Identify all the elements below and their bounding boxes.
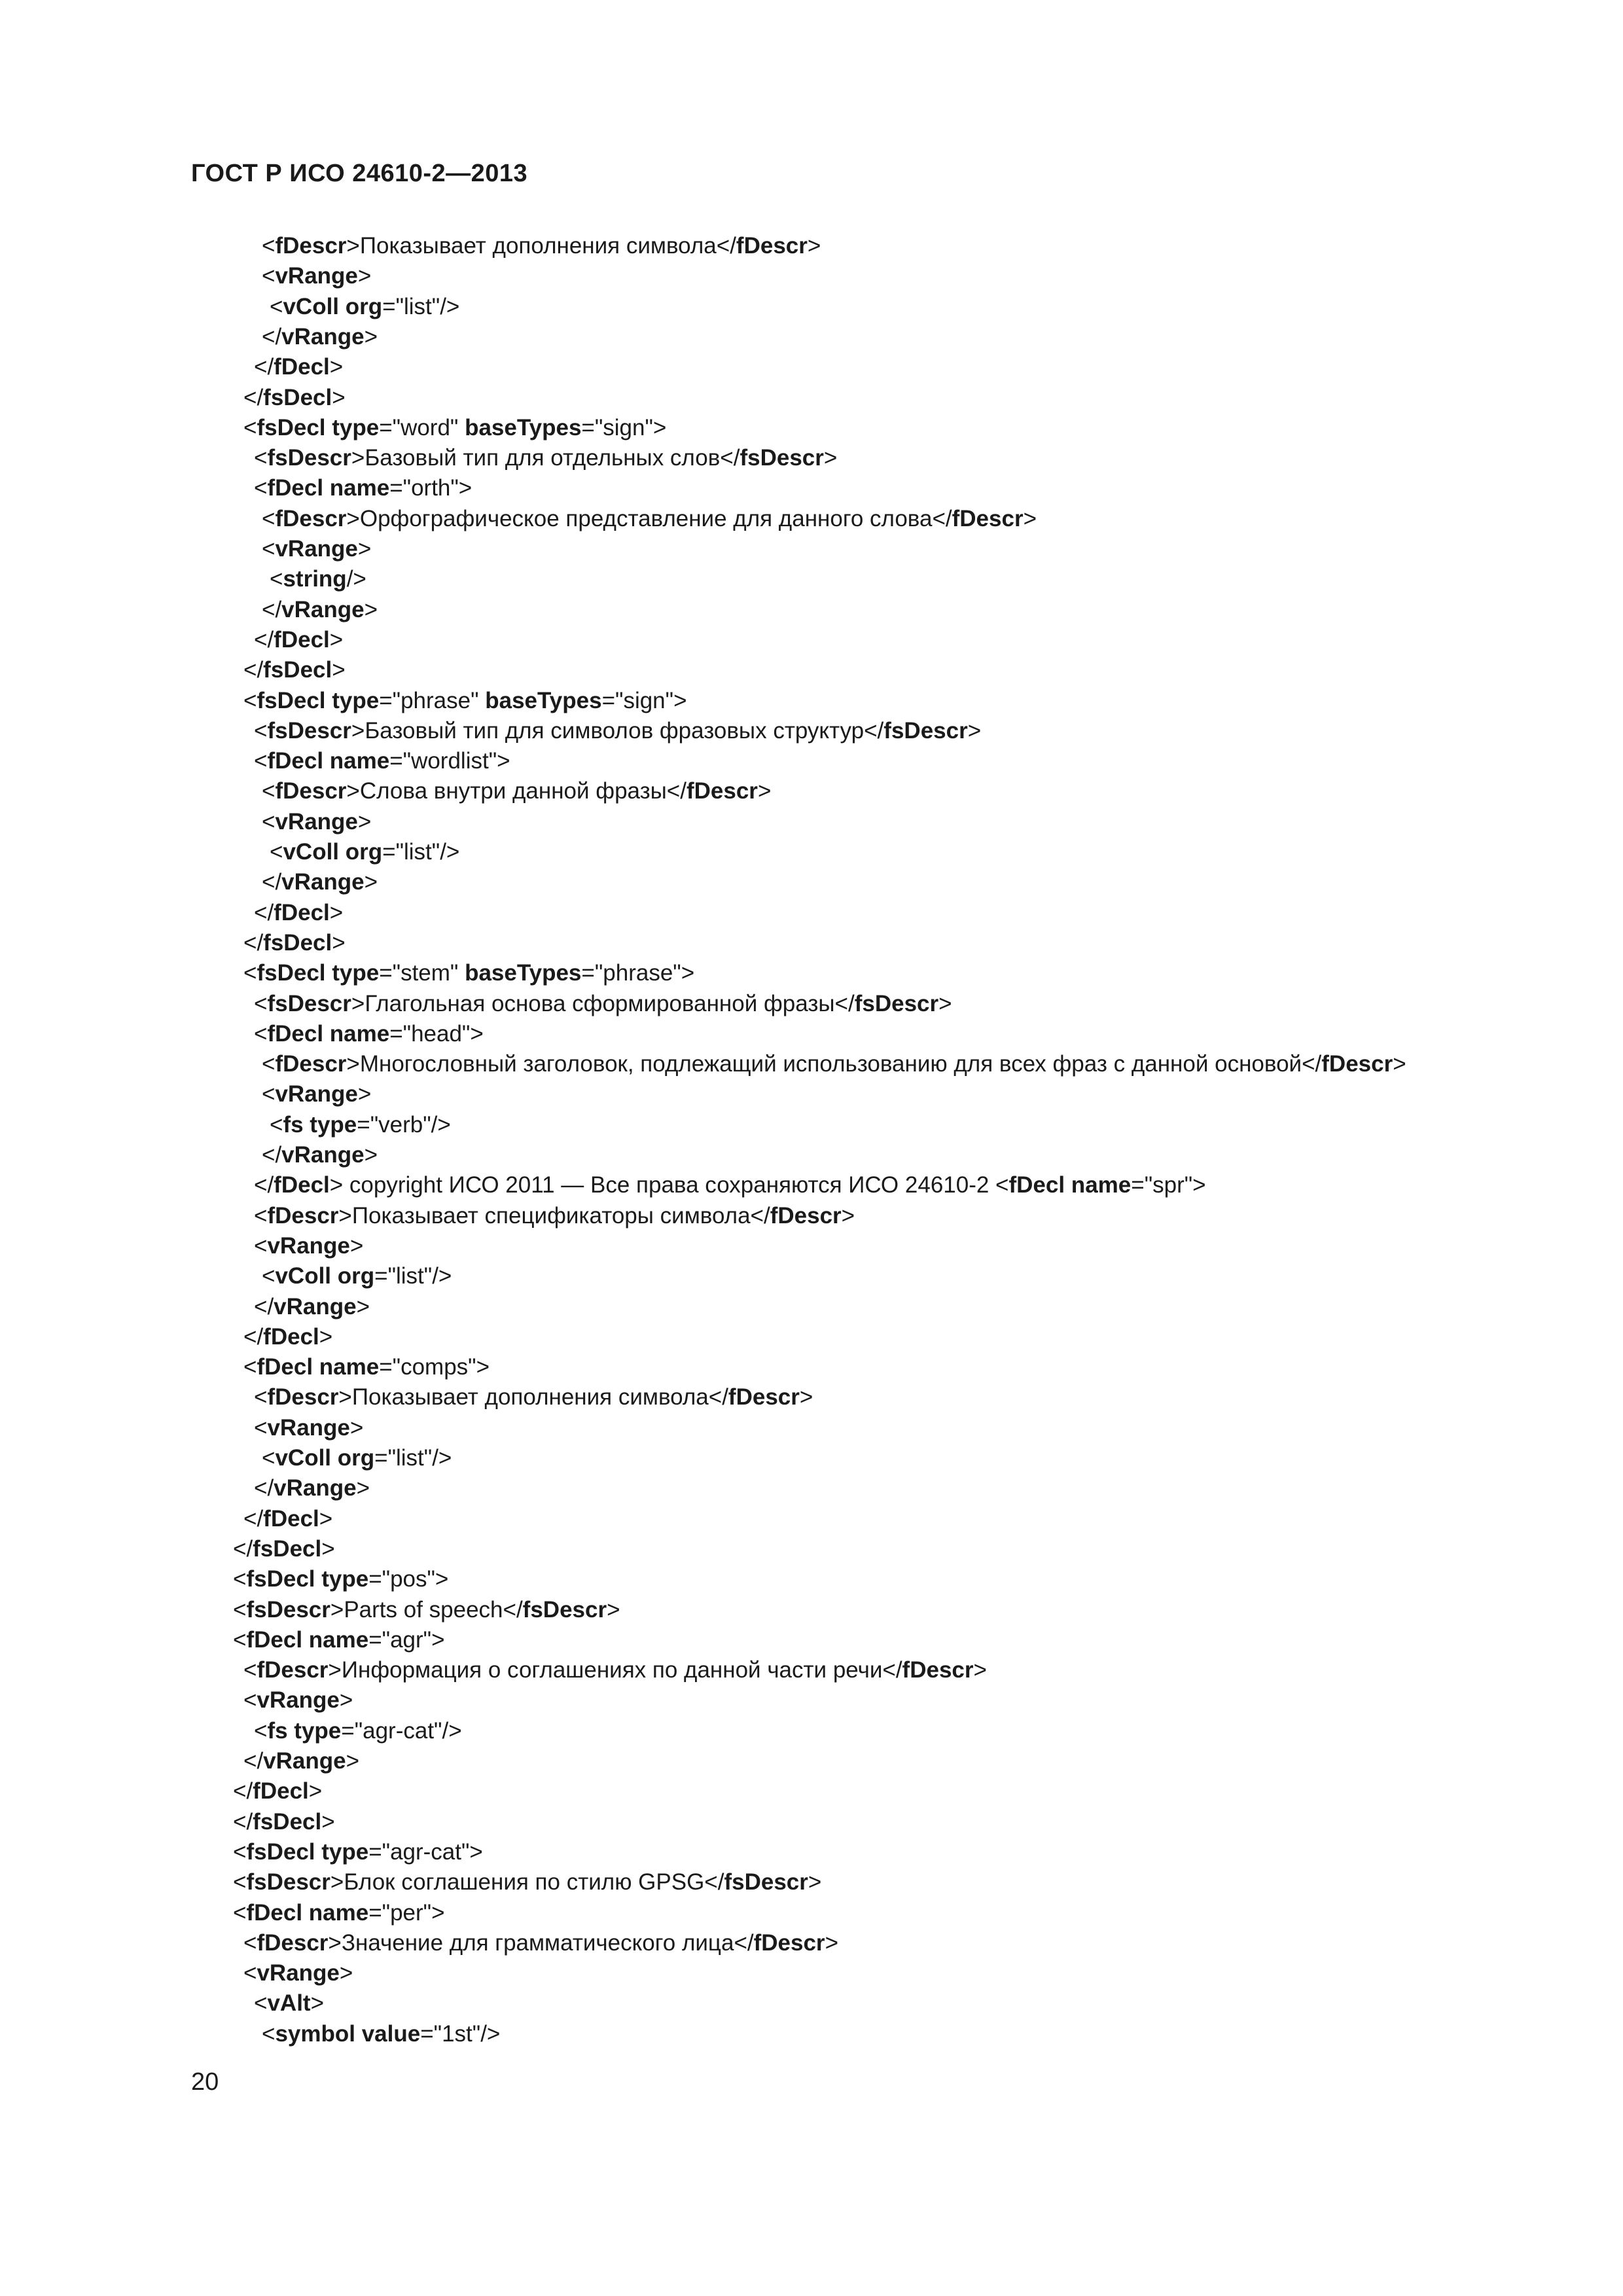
xml-tag-name: vRange — [274, 1475, 357, 1501]
xml-tag-name: fsDescr — [267, 717, 351, 744]
xml-text: < — [254, 717, 268, 744]
xml-tag-name: fDecl — [274, 626, 330, 653]
xml-tag-name: fDecl — [274, 354, 330, 380]
xml-text: > — [841, 1202, 855, 1229]
xml-text: ="agr-cat"/> — [341, 1717, 462, 1744]
xml-tag-name: fDescr — [257, 1657, 329, 1683]
code-line — [262, 260, 371, 292]
xml-text: < — [254, 748, 268, 774]
xml-text: > — [308, 1778, 323, 1804]
xml-text: </ — [262, 323, 282, 350]
xml-text: > — [357, 263, 372, 289]
xml-tag-name: vColl org — [275, 1263, 375, 1289]
xml-text: < — [270, 1111, 283, 1138]
code-line — [270, 836, 459, 868]
xml-text: </ — [233, 1535, 253, 1562]
xml-text: </ — [243, 929, 264, 956]
xml-tag-name: fsDescr — [724, 1869, 808, 1895]
xml-tag-name: fsDecl — [263, 657, 332, 683]
xml-tag-name: fDecl — [274, 1172, 330, 1198]
xml-tag-name: fsDecl — [263, 384, 332, 410]
xml-text: > — [607, 1596, 620, 1623]
xml-text: < — [233, 1899, 247, 1926]
xml-tag-name: fDecl name — [1008, 1172, 1132, 1198]
xml-text: < — [262, 233, 276, 259]
xml-text: > — [356, 1293, 370, 1319]
xml-tag-name: fDecl name — [246, 1899, 369, 1926]
xml-tag-name: fsDescr — [246, 1869, 330, 1895]
xml-tag-name: fDecl name — [267, 748, 390, 774]
code-line — [243, 1928, 838, 1959]
code-line — [254, 624, 343, 656]
xml-tag-name: symbol value — [275, 2020, 421, 2047]
xml-text: > — [808, 1869, 822, 1895]
xml-text: < — [262, 2020, 276, 2047]
xml-tag-name: vRange — [267, 1414, 350, 1441]
code-line — [254, 1291, 370, 1323]
code-line — [254, 1382, 813, 1413]
xml-tag-name: fDescr — [275, 505, 347, 531]
xml-text: > — [332, 929, 346, 956]
xml-text: </ — [233, 1808, 253, 1835]
xml-text: >Многословный заголовок, подлежащий использованию для всех фраз с данной основой</ — [346, 1051, 1322, 1077]
xml-text: > — [339, 1687, 353, 1713]
xml-text: </ — [254, 626, 274, 653]
xml-tag-name: fsDescr — [267, 445, 351, 471]
xml-tag-name: fDescr — [753, 1929, 825, 1956]
xml-tag-name: fsDescr — [246, 1596, 330, 1623]
xml-text: > — [329, 626, 344, 653]
xml-text: >Показывает дополнения символа</ — [346, 233, 736, 259]
xml-text: >Базовый тип для символов фразовых структур</ — [351, 717, 884, 744]
xml-tag-name: fs type — [283, 1111, 357, 1138]
code-line — [262, 1139, 378, 1171]
xml-text: > — [357, 1081, 372, 1107]
xml-tag-name: fDescr — [275, 1051, 347, 1077]
code-line — [262, 1443, 452, 1474]
xml-text: < — [254, 1020, 268, 1047]
xml-text: > — [825, 1929, 839, 1956]
xml-tag-name: fDescr — [902, 1657, 974, 1683]
xml-text: ="word" — [379, 414, 465, 440]
xml-text: ="orth"> — [389, 475, 473, 501]
xml-text: >Значение для грамматического лица</ — [328, 1929, 754, 1956]
xml-text: > copyright ИСО 2011 — Все права сохраняются ИСО 24610-2 < — [329, 1172, 1009, 1198]
xml-text: </ — [243, 1748, 264, 1774]
xml-text: < — [243, 1960, 257, 1986]
xml-text: >Слова внутри данной фразы</ — [346, 778, 687, 804]
xml-text: ="phrase"> — [581, 960, 695, 986]
xml-tag-name: fDecl name — [257, 1354, 380, 1380]
xml-text: < — [254, 475, 268, 501]
code-line — [254, 745, 510, 777]
xml-text: ="list"/> — [382, 293, 460, 319]
xml-text: >Блок соглашения по стилю GPSG</ — [330, 1869, 724, 1895]
code-line — [254, 1018, 484, 1050]
xml-text: > — [346, 1748, 360, 1774]
xml-text: < — [254, 1717, 268, 1744]
xml-tag-name: fDescr — [728, 1384, 800, 1410]
code-line — [262, 1079, 371, 1110]
code-line — [233, 1534, 335, 1565]
xml-tag-name: fsDescr — [854, 990, 939, 1016]
xml-tag-name: fsDescr — [522, 1596, 607, 1623]
xml-tag-name: fDescr — [770, 1202, 842, 1229]
xml-text: > — [1023, 505, 1037, 531]
xml-text: < — [254, 1990, 268, 2017]
xml-tag-name: fDecl — [253, 1778, 309, 1804]
xml-tag-name: vRange — [275, 1081, 358, 1107]
xml-tag-name: fDescr — [257, 1929, 329, 1956]
xml-tag-name: fsDecl — [253, 1535, 322, 1562]
xml-text: > — [364, 323, 378, 350]
xml-text: > — [973, 1657, 987, 1683]
xml-tag-name: baseTypes — [485, 687, 602, 713]
xml-text: < — [254, 1414, 268, 1441]
xml-tag-name: vRange — [274, 1293, 357, 1319]
xml-text: </ — [262, 869, 282, 895]
xml-text: ="pos"> — [368, 1566, 449, 1592]
xml-text: </ — [254, 1475, 274, 1501]
xml-tag-name: fsDecl type — [246, 1839, 369, 1865]
xml-text: > — [310, 1990, 325, 2017]
xml-text: ="sign"> — [581, 414, 667, 440]
xml-tag-name: baseTypes — [465, 414, 582, 440]
code-line — [243, 1655, 987, 1686]
xml-text: < — [243, 687, 257, 713]
xml-text: < — [254, 990, 268, 1016]
xml-tag-name: vRange — [257, 1687, 340, 1713]
xml-text: >Показывает спецификаторы символа</ — [338, 1202, 770, 1229]
code-line — [254, 1170, 1206, 1201]
xml-tag-name: vRange — [263, 1748, 346, 1774]
xml-text: < — [262, 808, 276, 834]
code-line — [254, 442, 837, 474]
xml-text: < — [243, 960, 257, 986]
code-line — [243, 1746, 359, 1777]
xml-text: < — [233, 1596, 247, 1623]
xml-text: >Базовый тип для отдельных слов</ — [351, 445, 740, 471]
code-line — [243, 412, 666, 444]
xml-text: < — [254, 1384, 268, 1410]
xml-tag-name: fDescr — [736, 233, 808, 259]
xml-text: < — [262, 778, 276, 804]
xml-text: > — [357, 808, 372, 834]
code-line — [233, 1837, 483, 1868]
xml-tag-name: vRange — [275, 536, 358, 562]
xml-tag-name: fsDecl — [263, 929, 332, 956]
xml-text: < — [270, 566, 283, 592]
xml-text: < — [254, 445, 268, 471]
xml-tag-name: fsDecl type — [257, 687, 380, 713]
xml-text: </ — [262, 1142, 282, 1168]
xml-text: </ — [254, 1293, 274, 1319]
xml-tag-name: fsDecl type — [246, 1566, 369, 1592]
xml-text: ="list"/> — [382, 839, 460, 865]
xml-tag-name: vRange — [281, 1142, 365, 1168]
xml-text: ="list"/> — [374, 1445, 452, 1471]
xml-text: ="list"/> — [374, 1263, 452, 1289]
xml-text: < — [254, 1232, 268, 1259]
xml-text: </ — [233, 1778, 253, 1804]
code-line — [262, 503, 1037, 535]
xml-tag-name: vRange — [275, 808, 358, 834]
xml-text: ="per"> — [368, 1899, 445, 1926]
xml-tag-name: vRange — [267, 1232, 350, 1259]
xml-text: > — [349, 1414, 364, 1441]
code-line — [254, 1988, 324, 2019]
page-number: 20 — [191, 2068, 219, 2096]
xml-tag-name: fDecl — [263, 1505, 319, 1532]
code-line — [270, 1109, 451, 1141]
xml-text: >Parts of speech</ — [330, 1596, 523, 1623]
xml-tag-name: fDescr — [267, 1384, 339, 1410]
xml-text: > — [799, 1384, 813, 1410]
code-line — [233, 1624, 445, 1656]
xml-text: > — [364, 1142, 378, 1168]
xml-tag-name: vRange — [275, 263, 358, 289]
xml-tag-name: fsDescr — [883, 717, 968, 744]
xml-tag-name: fDescr — [952, 505, 1024, 531]
xml-text: > — [321, 1535, 335, 1562]
xml-text: > — [356, 1475, 370, 1501]
xml-text: ="verb"/> — [357, 1111, 451, 1138]
xml-text: >Показывает дополнения символа</ — [338, 1384, 728, 1410]
xml-text: > — [967, 717, 982, 744]
xml-text: > — [364, 596, 378, 622]
xml-text: > — [823, 445, 838, 471]
xml-text: < — [262, 1445, 276, 1471]
xml-tag-name: fDescr — [275, 778, 347, 804]
xml-text: < — [233, 1566, 247, 1592]
code-line — [262, 806, 371, 838]
code-line — [254, 1473, 370, 1504]
xml-text: < — [243, 1354, 257, 1380]
xml-text: > — [319, 1323, 333, 1350]
xml-text: < — [262, 1263, 276, 1289]
code-line — [233, 1867, 821, 1898]
xml-text: >Глагольная основа сформированной фразы</ — [351, 990, 855, 1016]
xml-text: </ — [262, 596, 282, 622]
xml-text: < — [262, 1081, 276, 1107]
code-line — [262, 321, 378, 353]
xml-tag-name: fs type — [267, 1717, 342, 1744]
xml-text: > — [364, 869, 378, 895]
xml-text: > — [321, 1808, 335, 1835]
xml-text: > — [349, 1232, 364, 1259]
code-line — [262, 1049, 1406, 1080]
xml-text: > — [319, 1505, 333, 1532]
xml-tag-name: vRange — [257, 1960, 340, 1986]
xml-tag-name: baseTypes — [465, 960, 582, 986]
xml-text: < — [270, 293, 283, 319]
code-line — [243, 927, 346, 959]
xml-text: </ — [243, 657, 264, 683]
code-line — [262, 533, 371, 565]
code-line — [233, 1806, 335, 1838]
xml-text: < — [243, 1657, 257, 1683]
xml-tag-name: fDecl — [263, 1323, 319, 1350]
xml-text: > — [329, 354, 344, 380]
document-header: ГОСТ Р ИСО 24610-2—2013 — [191, 160, 528, 187]
xml-tag-name: vColl org — [283, 839, 383, 865]
xml-text: > — [1393, 1051, 1406, 1077]
code-line — [254, 715, 981, 747]
code-line — [243, 1958, 353, 1989]
xml-tag-name: fsDescr — [267, 990, 351, 1016]
xml-text: ="1st"/> — [420, 2020, 501, 2047]
xml-text: >Информация о соглашениях по данной части речи</ — [328, 1657, 902, 1683]
code-line — [270, 564, 366, 595]
xml-text: > — [332, 657, 346, 683]
xml-text: ="stem" — [379, 960, 465, 986]
xml-text: < — [243, 414, 257, 440]
xml-text: < — [243, 1687, 257, 1713]
xml-tag-name: fDescr — [275, 233, 347, 259]
code-line — [254, 1412, 363, 1444]
xml-text: </ — [243, 1505, 264, 1532]
xml-tag-name: fsDecl — [253, 1808, 322, 1835]
xml-text: < — [233, 1869, 247, 1895]
xml-text: > — [332, 384, 346, 410]
xml-tag-name: fDescr — [686, 778, 758, 804]
code-line — [243, 958, 694, 989]
xml-text: > — [807, 233, 821, 259]
xml-text: ="spr"> — [1131, 1172, 1206, 1198]
xml-text: < — [262, 263, 276, 289]
xml-text: > — [329, 899, 344, 925]
xml-tag-name: vRange — [281, 596, 365, 622]
xml-text: < — [243, 1929, 257, 1956]
code-line — [254, 1200, 855, 1232]
xml-text: < — [233, 1839, 247, 1865]
xml-text: >Орфографическое представление для данного слова</ — [346, 505, 952, 531]
code-line — [254, 1230, 363, 1262]
xml-tag-name: fsDescr — [740, 445, 824, 471]
xml-tag-name: fDecl — [274, 899, 330, 925]
xml-text: ="head"> — [389, 1020, 484, 1047]
xml-tag-name: vColl org — [275, 1445, 375, 1471]
code-line — [243, 382, 346, 414]
xml-tag-name: vRange — [281, 323, 365, 350]
xml-text: </ — [243, 384, 264, 410]
code-line — [262, 594, 378, 626]
xml-text: < — [262, 536, 276, 562]
xml-text: > — [757, 778, 772, 804]
xml-tag-name: vRange — [281, 869, 365, 895]
xml-text: < — [254, 1202, 268, 1229]
xml-tag-name: fDescr — [267, 1202, 339, 1229]
code-line — [270, 291, 459, 323]
xml-tag-name: fDecl name — [246, 1626, 369, 1653]
xml-text: > — [357, 536, 372, 562]
code-line — [233, 1564, 448, 1595]
code-line — [243, 1685, 353, 1716]
xml-tag-name: fDecl name — [267, 1020, 390, 1047]
code-line — [254, 988, 952, 1020]
code-line — [262, 1261, 452, 1292]
xml-tag-name: fsDecl type — [257, 414, 380, 440]
xml-tag-name: string — [283, 566, 347, 592]
xml-text: < — [270, 839, 283, 865]
code-line — [262, 2018, 500, 2050]
code-line — [233, 1776, 322, 1807]
xml-text: </ — [254, 899, 274, 925]
xml-tag-name: vAlt — [267, 1990, 311, 2017]
code-line — [243, 685, 687, 717]
xml-text: < — [262, 505, 276, 531]
code-line — [243, 655, 346, 686]
xml-text: ="wordlist"> — [389, 748, 510, 774]
code-line — [233, 1897, 445, 1929]
xml-text: ="sign"> — [601, 687, 687, 713]
code-line — [254, 351, 343, 383]
xml-text: < — [233, 1626, 247, 1653]
xml-text: ="agr-cat"> — [368, 1839, 483, 1865]
xml-text: </ — [254, 354, 274, 380]
code-line — [254, 897, 343, 929]
code-line — [243, 1321, 332, 1353]
xml-text: </ — [254, 1172, 274, 1198]
xml-tag-name: fDecl name — [267, 475, 390, 501]
xml-tag-name: fDescr — [1321, 1051, 1393, 1077]
xml-tag-name: fsDecl type — [257, 960, 380, 986]
code-line — [233, 1594, 620, 1626]
xml-text: ="comps"> — [379, 1354, 490, 1380]
xml-tag-name: vColl org — [283, 293, 383, 319]
code-line — [262, 776, 771, 807]
code-line — [254, 473, 472, 504]
xml-text: </ — [243, 1323, 264, 1350]
xml-text: < — [262, 1051, 276, 1077]
code-line — [254, 1715, 462, 1747]
xml-text: > — [938, 990, 952, 1016]
xml-text: ="agr"> — [368, 1626, 445, 1653]
xml-text: /> — [346, 566, 366, 592]
code-line — [243, 1352, 490, 1383]
xml-text: ="phrase" — [379, 687, 486, 713]
code-line — [262, 230, 821, 262]
xml-text: > — [339, 1960, 353, 1986]
code-line — [262, 867, 378, 898]
code-line — [243, 1503, 332, 1535]
